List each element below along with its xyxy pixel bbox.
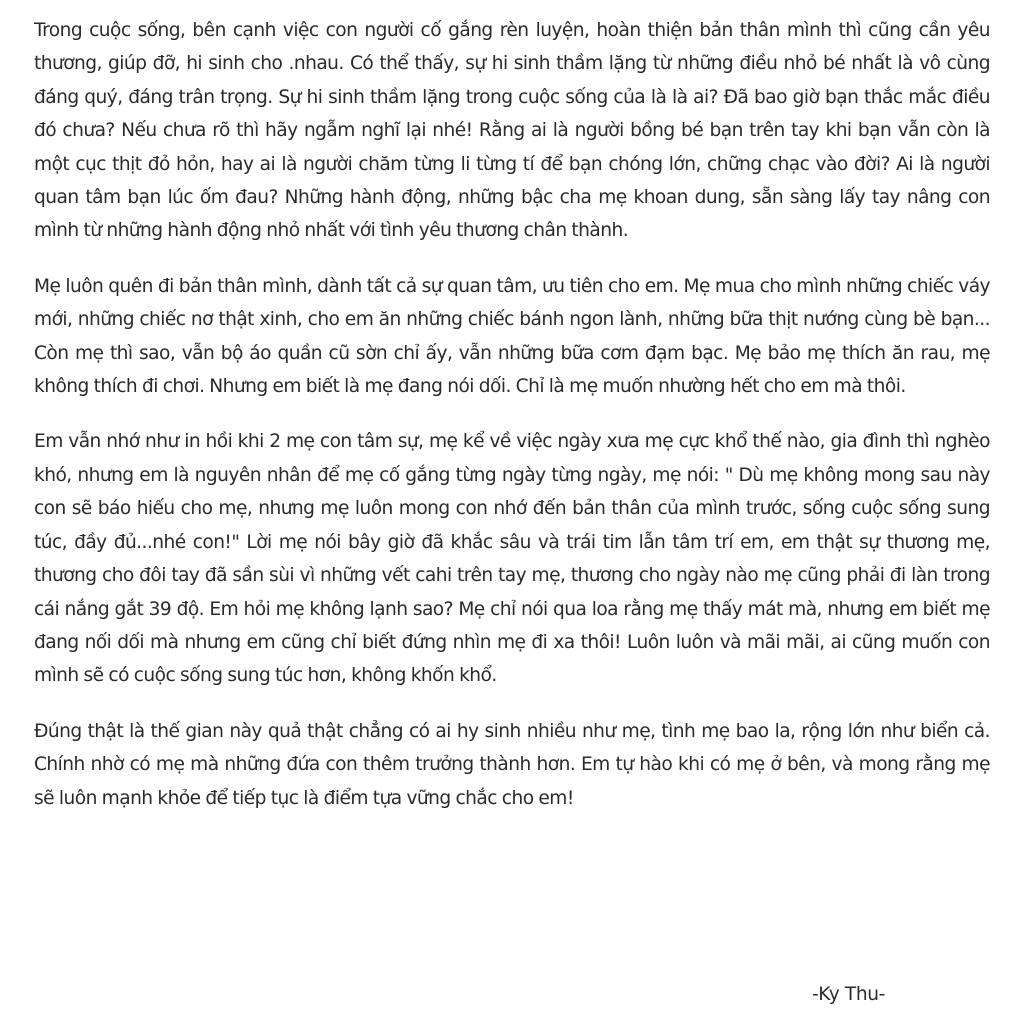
paragraph-4: Đúng thật là thế gian này quả thật chẳng có ai hy sinh nhiều như mẹ, tình mẹ bao la, rộng lớn như biển cả. Chính nhờ có mẹ mà những đứa con thêm trưởng thành hơn. Em tự hào khi có mẹ ở bên, và mong rằng mẹ sẽ luôn mạnh khỏe để tiếp tục là điểm tựa vững chắc cho em! <box>34 720 990 809</box>
author-signature: -Ky Thu- <box>812 984 885 1005</box>
paragraph-3: Em vẫn nhớ như in hồi khi 2 mẹ con tâm sự, mẹ kể về việc ngày xưa mẹ cực khổ thế nào, gia đình thì nghèo khó, nhưng em là nguyên nhân để mẹ cố gắng từng ngày từng ngày, mẹ nói: " Dù mẹ không mong sau này con sẽ báo hiếu cho mẹ, nhưng mẹ luôn mong con nhớ đến bản thân của mình trước, sống cuộc sống sung túc, đầy đủ...nhé con!" Lời mẹ nói bây giờ đã khắc sâu và trái tim lẫn tâm trí em, em thật sự thương mẹ, thương cho đôi tay đã sần sùi vì những vết cahi trên tay mẹ, thương cho ngày nào mẹ cũng phải đi làn trong cái nắng gắt 39 độ. Em hỏi mẹ không lạnh sao? Mẹ chỉ nói qua loa rằng mẹ thấy mát mà, nhưng em biết mẹ đang nối dối mà nhưng em cũng chỉ biết đứng nhìn mẹ đi xa thôi! Luôn luôn và mãi mãi, ai cũng muốn con mình sẽ có cuộc sống sung túc hơn, không khốn khổ. <box>34 431 990 687</box>
paragraph-1: Trong cuộc sống, bên cạnh việc con người cố gắng rèn luyện, hoàn thiện bản thân mình thì cũng cần yêu thương, giúp đỡ, hi sinh cho .nhau. Có thể thấy, sự hi sinh thầm lặng từ những điều nhỏ bé nhất là vô cùng đáng quý, đáng trân trọng. Sự hi sinh thầm lặng trong cuộc sống của là là ai? Đã bao giờ bạn thắc mắc điều đó chưa? Nếu chưa rõ thì hãy ngẫm nghĩ lại nhé! Rằng ai là người bồng bé bạn trên tay khi bạn vẫn còn là một cục thịt đỏ hỏn, hay ai là người chăm từng li từng tí để bạn chóng lớn, chững chạc vào đời? Ai là người quan tâm bạn lúc ốm đau? Những hành động, những bậc cha mẹ khoan dung, sẵn sàng lấy tay nâng con mình từ những hành động nhỏ nhất với tình yêu thương chân thành. <box>34 20 990 242</box>
essay-body <box>34 14 990 837</box>
paragraph-2: Mẹ luôn quên đi bản thân mình, dành tất cả sự quan tâm, ưu tiên cho em. Mẹ mua cho mình những chiếc váy mới, những chiếc nơ thật xinh, cho em ăn những chiếc bánh ngon lành, những bữa thịt nướng cùng bè bạn... Còn mẹ thì sao, vẫn bộ áo quần cũ sờn chỉ ấy, vẫn những bữa cơm đạm bạc. Mẹ bảo mẹ thích ăn rau, mẹ không thích đi chơi. Nhưng em biết là mẹ đang nói dối. Chỉ là mẹ muốn nhường hết cho em mà thôi. <box>34 275 990 398</box>
